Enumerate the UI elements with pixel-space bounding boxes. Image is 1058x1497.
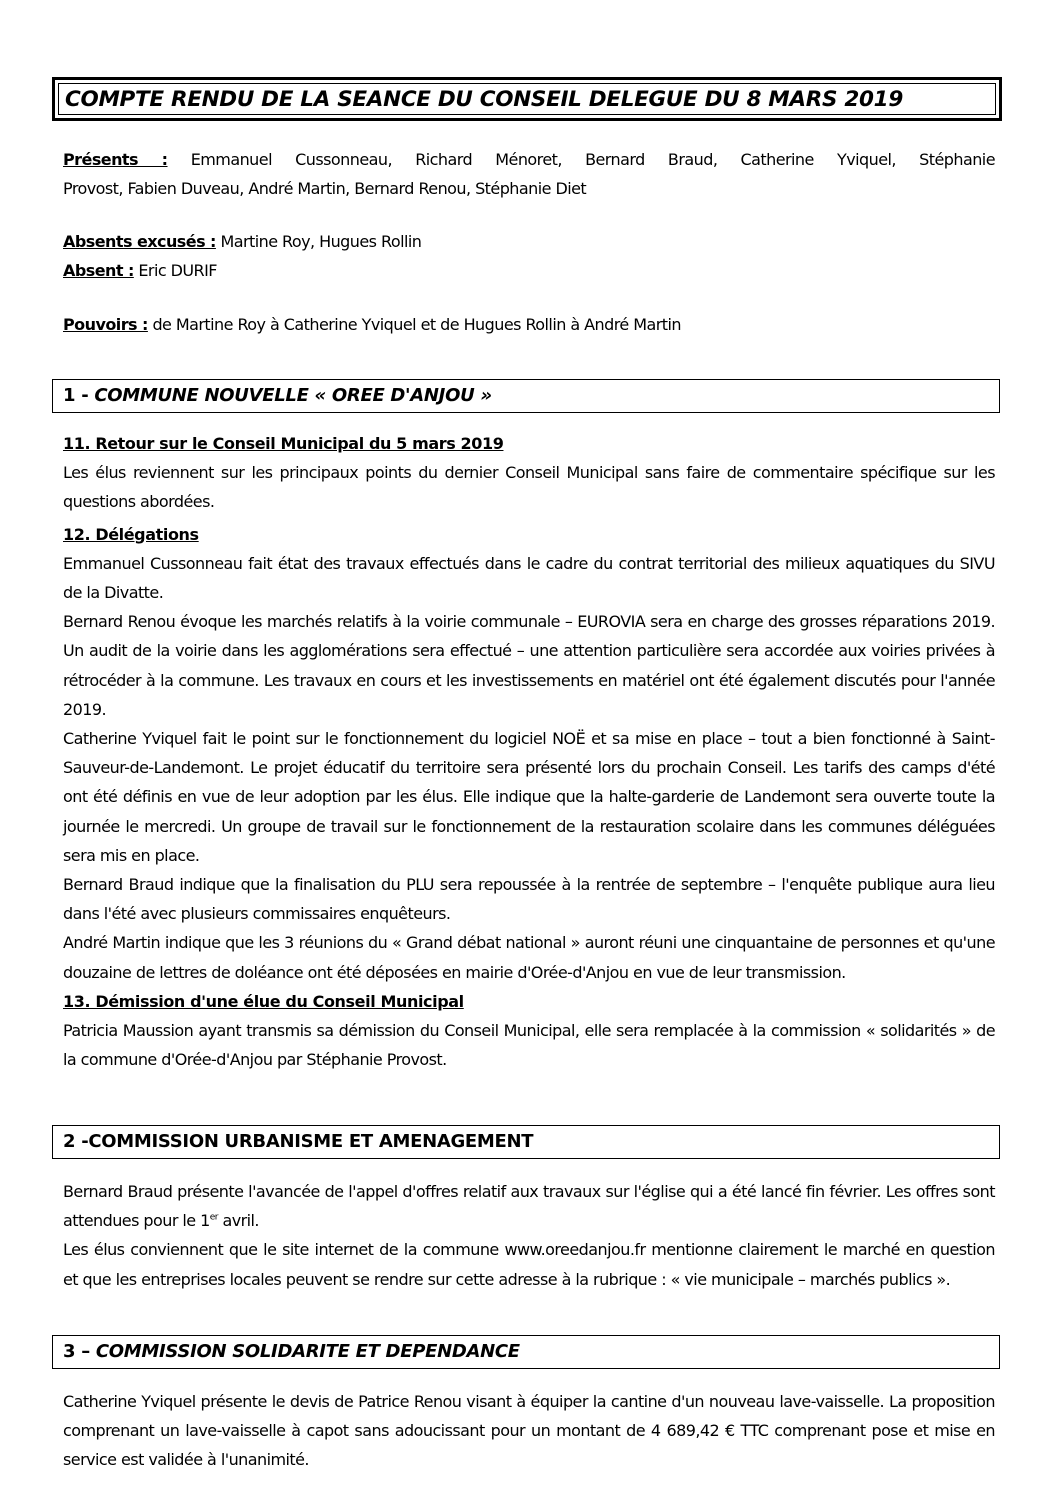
subsection-12-heading: 12. Délégations	[63, 524, 199, 544]
section-2-header	[52, 1125, 1000, 1159]
present-line-1: Emmanuel Cussonneau, Richard Ménoret, Bernard Braud, Catherine Yviquel, Stéphanie	[167, 150, 995, 169]
excused-value: Martine Roy, Hugues Rollin	[215, 232, 422, 251]
subsection-11-heading: 11. Retour sur le Conseil Municipal du 5 mars 2019	[63, 434, 504, 453]
proxies-value: de Martine Roy à Catherine Yviquel et de Hugues Rollin à André Martin	[147, 315, 681, 334]
section-1-header	[52, 379, 1000, 413]
section-2-title: COMMISSION URBANISME ET AMENAGEMENT	[88, 1131, 534, 1152]
attendance-present	[63, 145, 995, 203]
section-3-number: 3 –	[63, 1341, 96, 1362]
subsection-12-paragraph-4: Bernard Braud indique que la finalisation du PLU sera repoussée à la rentrée de septembre – l'enquête publique aura lieu dans l'été avec plusieurs commissaires enquêteurs.	[63, 875, 995, 924]
section-2-number: 2 -	[63, 1131, 89, 1152]
section-2-body	[63, 1177, 995, 1294]
section-1-body	[63, 429, 995, 1074]
attendance-proxies	[63, 310, 995, 339]
subsection-13-heading: 13. Démission d'une élue du Conseil Municipal	[63, 991, 464, 1011]
section-3-header	[52, 1335, 1000, 1369]
document-title-box	[52, 77, 1002, 121]
section-3-paragraph-1: Catherine Yviquel présente le devis de Patrice Renou visant à équiper la cantine d'un nouveau lave-vaisselle. La proposition comprenant un lave-vaisselle à capot sans adoucissant pour un montant de 4 689,42 € TTC comprenant pose et mise en service est validée à l'unanimité.	[63, 1392, 995, 1470]
proxies-label: Pouvoirs :	[63, 315, 148, 334]
document-title: COMPTE RENDU DE LA SEANCE DU CONSEIL DELEGUE DU 8 MARS 2019	[65, 87, 903, 112]
attendance-absent	[63, 227, 995, 285]
subsection-12-paragraph-5: André Martin indique que les 3 réunions du « Grand débat national » auront réuni une cinquantaine de personnes et qu'une douzaine de lettres de doléance ont été déposées en mairie d'Orée-d'Anjou en vue de leur transmission.	[63, 933, 995, 982]
section-2-paragraph-1: Bernard Braud présente l'avancée de l'appel d'offres relatif aux travaux sur l'église qui a été lancé fin février. Les offres sont attendues pour le 1er avril.	[63, 1182, 995, 1231]
present-line-2: Provost, Fabien Duveau, André Martin, Bernard Renou, Stéphanie Diet	[63, 179, 587, 199]
excused-label: Absents excusés :	[63, 232, 216, 251]
subsection-12-paragraph-2: Bernard Renou évoque les marchés relatifs à la voirie communale – EUROVIA sera en charge des grosses réparations 2019. Un audit de la voirie dans les agglomérations sera effectué – une attention particulière sera accordée aux voiries privées à rétrocéder à la commune. Les travaux en cours et les investissements en matériel ont été également discutés pour l'année 2019.	[63, 612, 995, 719]
absent-value: Eric DURIF	[133, 261, 217, 281]
section-1-title: COMMUNE NOUVELLE « OREE D'ANJOU »	[94, 385, 492, 406]
section-3-body	[63, 1387, 995, 1475]
subsection-12-paragraph-3: Catherine Yviquel fait le point sur le fonctionnement du logiciel NOË et sa mise en place – tout a bien fonctionné à Saint-Sauveur-de-Landemont. Le projet éducatif du territoire sera présenté lors du prochain Conseil. Les tarifs des camps d'été ont été définis en vue de leur adoption par les élus. Elle indique que la halte-garderie de Landemont sera ouverte toute la journée le mercredi. Un groupe de travail sur le fonctionnement de la restauration scolaire dans les communes déléguées sera mis en place.	[63, 729, 995, 865]
absent-label: Absent :	[63, 261, 134, 281]
section-3-title: COMMISSION SOLIDARITE ET DEPENDANCE	[95, 1341, 520, 1362]
subsection-11-paragraph: Les élus reviennent sur les principaux points du dernier Conseil Municipal sans faire de commentaire spécifique sur les questions abordées.	[63, 463, 995, 512]
subsection-13-paragraph: Patricia Maussion ayant transmis sa démission du Conseil Municipal, elle sera remplacée à la commission « solidarités » de la commune d'Orée-d'Anjou par Stéphanie Provost.	[63, 1021, 995, 1070]
subsection-12-paragraph-1: Emmanuel Cussonneau fait état des travaux effectués dans le cadre du contrat territorial des milieux aquatiques du SIVU de la Divatte.	[63, 553, 995, 603]
section-1-number: 1 -	[63, 385, 95, 406]
section-2-paragraph-2: Les élus conviennent que le site internet de la commune www.oreedanjou.fr mentionne clairement le marché en question et que les entreprises locales peuvent se rendre sur cette adresse à la rubrique : « vie municipale – marchés publics ».	[63, 1240, 995, 1289]
present-label: Présents :	[63, 150, 168, 169]
